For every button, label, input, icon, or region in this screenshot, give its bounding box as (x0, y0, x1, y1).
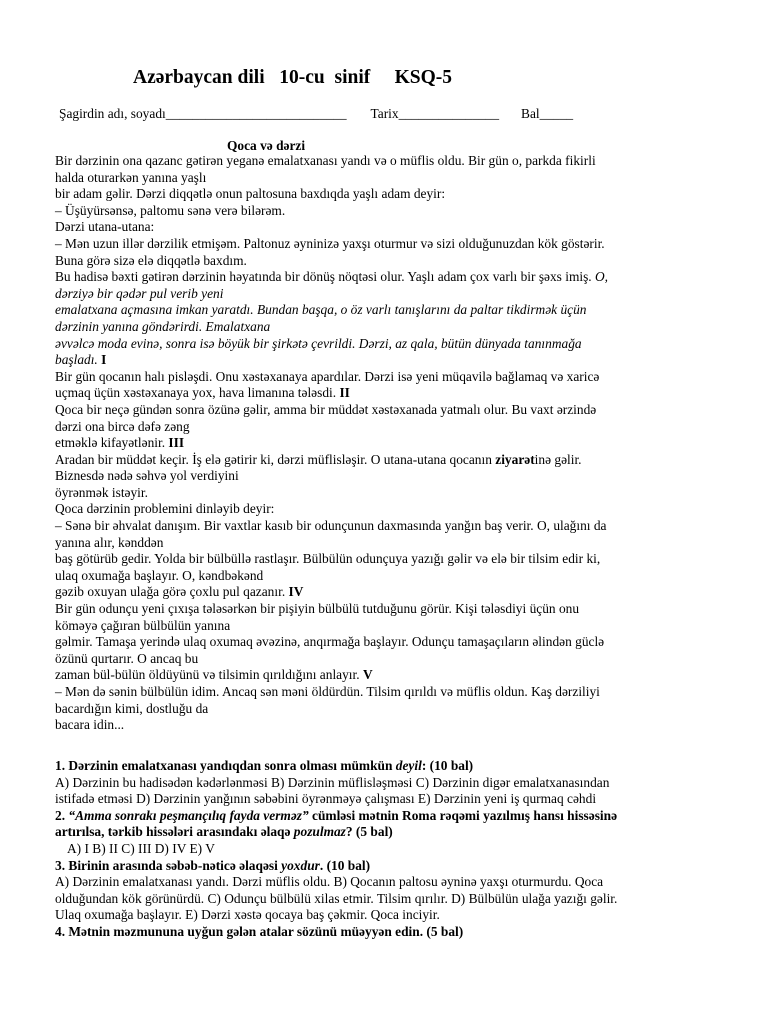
story-line: – Üşüyürsənsə, paltomu sənə verə bilərəm. (55, 202, 286, 218)
story-line: dərzi ona bircə dəfə zəng (55, 418, 190, 434)
question-1-options: istifadə etməsi D) Dərzinin yanğının səbəbini öyrənməyə çalışması E) Dərzinin yeni iş qurmaq cəhdi (55, 791, 597, 807)
story-line: bacara idin... (55, 717, 125, 733)
story-line: gəzib oxuyan ulağa görə çoxlu pul qazanır. IV (55, 584, 304, 600)
question-3-options: A) Dərzinin emalatxanası yandı. Dərzi müflis oldu. B) Qocanın paltosu əyninə yaxşı oturmurdu. Qoca (55, 874, 604, 890)
story-line: baş götürüb gedir. Yolda bir bülbüllə rastlaşır. Bülbülün odunçuya yazığı gəlir və elə bir tilsim edir ki, (55, 551, 601, 567)
score-label: Bal (521, 106, 540, 121)
section-marker: IV (288, 584, 304, 600)
story-line: Buna görə sizə elə diqqətlə baxdım. (55, 252, 247, 268)
story-line: – Mən uzun illər dərzilik etmişəm. Paltonuz əyninizə yaxşı oturmur və sizi olduğunuzdan kök göstərir. (55, 235, 605, 251)
story-line: – Mən də sənin bülbülün idim. Ancaq sən məni öldürdün. Tilsim qırıldı və müflis oldun. Kaş dərziliyi (55, 684, 600, 699)
story-line: yanına alır, kənddən (55, 534, 164, 550)
story-line: ulaq oxumağa başlayır. O, kəndbəkənd (55, 567, 264, 583)
date-blank: _______________ (398, 106, 500, 121)
story-line: bir adam gəlir. Dərzi diqqətlə onun paltosuna baxdıqda yaşlı adam deyir: (55, 186, 446, 202)
story-line: uçmaq üçün xəstəxanaya yox, hava limanına tələsdi. II (55, 385, 350, 401)
question-1-options: A) Dərzinin bu hadisədən kədərlənməsi B) Dərzinin müflisləşməsi C) Dərzinin digər emalatxanasından (55, 774, 610, 790)
story-line: Aradan bir müddət keçir. İş elə gətirir ki, dərzi müflisləşir. O utana-utana qocanın ziyarətinə gəlir. (55, 451, 582, 467)
date-label: Tarix (370, 106, 399, 121)
question-2: 2. “Amma sonrakı peşmançılıq fayda verməz” cümləsi mətnin Roma rəqəmi yazılmış hansı hissəsinə (55, 807, 618, 823)
score-blank: _____ (539, 106, 574, 121)
story-line: dərzinin yanına göndərirdi. Emalatxana (55, 318, 271, 334)
question-2-options: A) I B) II C) III D) IV E) V (67, 840, 215, 856)
question-3-options: Ulaq oxumağa başlayır. E) Dərzi xəstə qocaya baş çəkmir. Qoca inciyir. (55, 907, 440, 923)
question-3-options: olduğundan kök görünürdü. C) Odunçu bülbülü xilas etmir. Tilsim qırılır. D) Bülbülün ulağa yazığı gəlir. (55, 890, 618, 906)
story-line: Biznesdə nədə səhvə yol verdiyini (55, 468, 239, 484)
story-line: gəlmir. Tamaşa yerində ulaq oxumaq əvəzinə, anqırmağa başlayır. Odunçu tamaşaçıların əlindən güclə (55, 634, 605, 650)
story-line: başladı. I (55, 352, 107, 368)
story-line: – Sənə bir əhvalat danışım. Bir vaxtlar kasıb bir odunçunun daxmasında yanğın baş verir. O, ulağını da (55, 518, 607, 534)
question-4: 4. Mətnin məzmununa uyğun gələn atalar sözünü müəyyən edin. (5 bal) (55, 923, 464, 939)
document-title: Azərbaycan dili 10-cu sinif KSQ-5 (133, 67, 453, 88)
story-line: Dərzi utana-utana: (55, 219, 155, 235)
story-line: Qoca dərzinin problemini dinləyib deyir: (55, 501, 275, 517)
story-line: Bir dərzinin ona qazanc gətirən yeganə emalatxanası yandı və o müflis oldu. Bir gün o, parkda fikirli (55, 153, 596, 168)
story-line: dərziyə bir qədər pul verib yeni (55, 285, 224, 301)
student-name-blank: ___________________________ (165, 106, 347, 121)
story-line: etməklə kifayətlənir. III (55, 435, 185, 451)
story-text (55, 153, 715, 734)
story-line: Bu hadisə bəxti gətirən dərzinin həyatında bir dönüş nöqtəsi olur. Yaşlı adam çox varlı bir şəxs imiş. O, (55, 269, 609, 285)
story-line: emalatxana açmasına imkan yaratdı. Bundan başqa, o öz varlı tanışlarını da paltar tikdirmək üçün (55, 302, 587, 318)
question-2-cont: artırılsa, tərkib hissələri arasındakı əlaqə pozulmaz? (5 bal) (55, 824, 393, 840)
section-marker: V (362, 667, 373, 683)
story-line: bacardığın kimi, dostluğu da (55, 700, 209, 716)
story-line: əvvəlcə moda evinə, sonra isə böyük bir şirkətə çevrildi. Dərzi, az qala, bütün dünyada tanınmağa (55, 335, 582, 351)
section-marker: III (168, 435, 185, 451)
student-name-label: Şagirdin adı, soyadı (59, 106, 166, 121)
story-line: Bir gün qocanın halı pisləşdi. Onu xəstəxanaya apardılar. Dərzi isə yeni müqavilə bağlamaq və xaricə (55, 368, 600, 384)
story-line: zaman bül-bülün öldüyünü və tilsimin qırıldığını anlayır. V (55, 667, 373, 683)
questions-section (55, 758, 735, 941)
story-title: Qoca və dərzi (227, 138, 306, 153)
story-line: halda oturarkən yanına yaşlı (55, 169, 207, 185)
story-line: öyrənmək istəyir. (55, 484, 148, 500)
question-3: 3. Birinin arasında səbəb-nəticə əlaqəsi yoxdur. (10 bal) (55, 857, 371, 873)
section-marker: I (101, 352, 107, 368)
section-marker: II (339, 385, 350, 401)
story-line: Bir gün odunçu yeni çıxışa tələsərkən bir pişiyin bülbülü tutduğunu görür. Kişi tələsdiyi üçün onu (55, 601, 580, 617)
story-line: Qoca bir neçə gündən sonra özünə gəlir, amma bir müddət xəstəxanada yatmalı olur. Bu vaxt ərzində (55, 401, 597, 417)
story-line: özünü qurtarır. O ancaq bu (55, 650, 199, 666)
story-line: köməyə çağıran bülbülün yanına (55, 617, 231, 633)
question-1: 1. Dərzinin emalatxanası yandıqdan sonra olması mümkün deyil: (10 bal) (55, 758, 474, 773)
student-info-line (59, 106, 573, 123)
